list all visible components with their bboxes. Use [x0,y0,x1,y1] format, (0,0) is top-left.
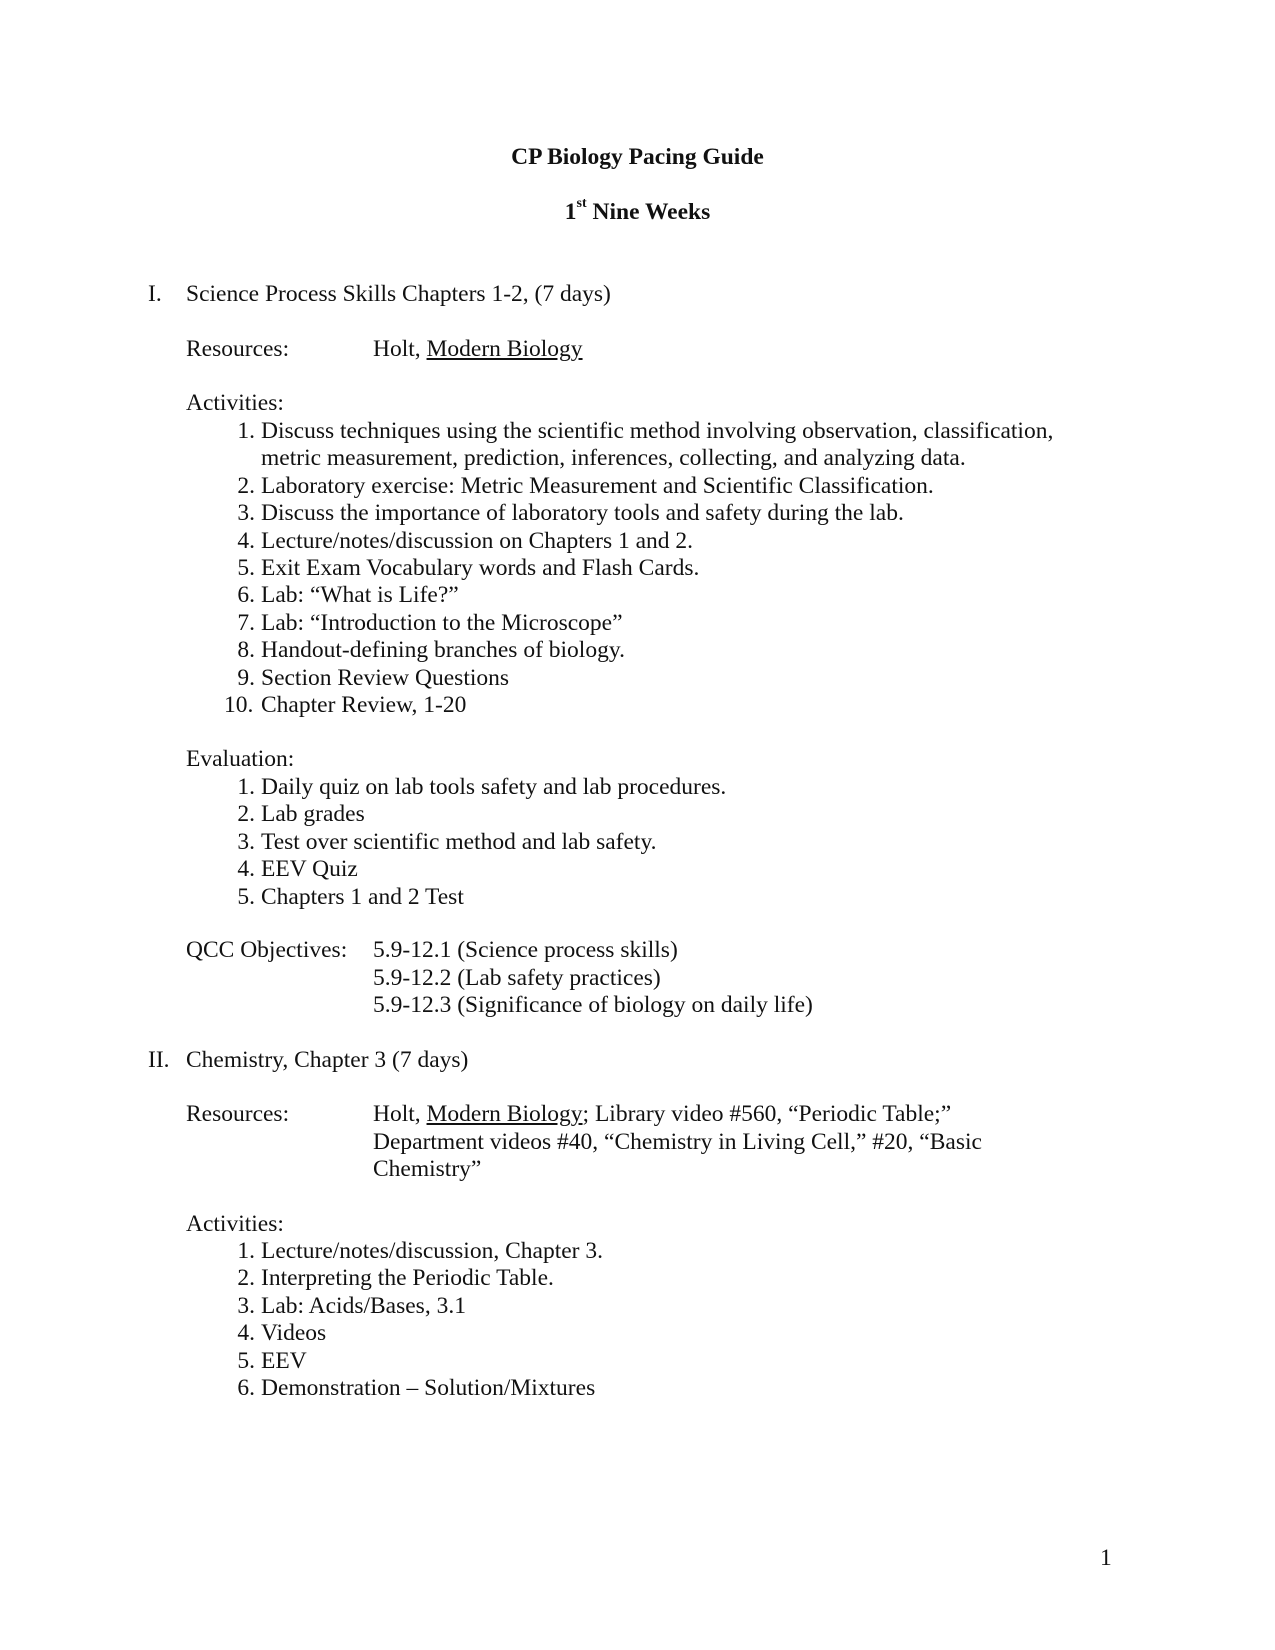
section-1-number: I. [148,281,162,307]
list-item: 2. Interpreting the Periodic Table. [237,1265,554,1292]
page-title: CP Biology Pacing Guide [511,144,764,170]
list-item: 10. Chapter Review, 1-20 [224,692,467,719]
list-item: 5. Chapters 1 and 2 Test [237,883,464,910]
section-1-resources: Holt, Modern Biology [373,336,583,362]
section-1-activities-label: Activities: [186,390,284,416]
list-item: 6. Lab: “What is Life?” [237,582,459,609]
list-item: 3. Test over scientific method and lab safety. [237,828,657,855]
list-item: 1. Discuss techniques using the scientific method involving observation, classification, metric measurement, prediction, inferences, collecting, and analyzing data. [237,418,1054,472]
section-1-evaluation-list [220,774,726,911]
list-item: 3. Lab: Acids/Bases, 3.1 [237,1292,466,1319]
section-2-resources-line: Department videos #40, “Chemistry in Living Cell,” #20, “Basic [373,1129,982,1155]
list-item: 8. Handout-defining branches of biology. [237,637,625,664]
section-2-heading: Chemistry, Chapter 3 (7 days) [186,1047,469,1073]
book-title: Modern Biology [426,336,583,362]
page-number: 1 [1100,1545,1112,1571]
qcc-objectives-label: QCC Objectives: [186,937,348,963]
list-item: 6. Demonstration – Solution/Mixtures [237,1375,596,1402]
qcc-objective: 5.9-12.2 (Lab safety practices) [373,965,661,991]
list-item: 4. EEV Quiz [237,856,358,883]
section-2-activities-label: Activities: [186,1211,284,1237]
list-item: 1. Lecture/notes/discussion, Chapter 3. [237,1238,603,1264]
section-2-resources: Holt, Modern Biology; Library video #560, “Periodic Table;” [373,1101,952,1127]
qcc-objective: 5.9-12.1 (Science process skills) [373,937,678,963]
list-item: 5. EEV [237,1347,307,1374]
list-item: 2. Lab grades [237,801,365,828]
qcc-objective: 5.9-12.3 (Significance of biology on daily life) [373,992,813,1018]
book-title: Modern Biology [426,1101,583,1127]
list-item: 2. Laboratory exercise: Metric Measurement and Scientific Classification. [237,472,934,499]
list-item: 1. Daily quiz on lab tools safety and lab procedures. [237,774,727,800]
list-item: 4. Lecture/notes/discussion on Chapters 1 and 2. [237,527,694,554]
section-2-activities-list [220,1238,603,1402]
section-1-heading: Science Process Skills Chapters 1-2, (7 days) [186,281,611,307]
list-item: 4. Videos [237,1320,327,1347]
list-item: 9. Section Review Questions [237,664,510,691]
section-2-resources-label: Resources: [186,1101,290,1127]
list-item: 3. Discuss the importance of laboratory tools and safety during the lab. [237,500,904,527]
section-2-number: II. [148,1047,170,1073]
section-2-resources-line: Chemistry” [373,1156,482,1182]
section-1-activities-list [220,418,1053,719]
page-subtitle: 1st Nine Weeks [564,196,711,225]
list-item: 7. Lab: “Introduction to the Microscope” [237,609,623,636]
section-1-evaluation-label: Evaluation: [186,746,295,772]
list-item: 5. Exit Exam Vocabulary words and Flash Cards. [237,555,700,582]
section-1-resources-label: Resources: [186,336,290,362]
